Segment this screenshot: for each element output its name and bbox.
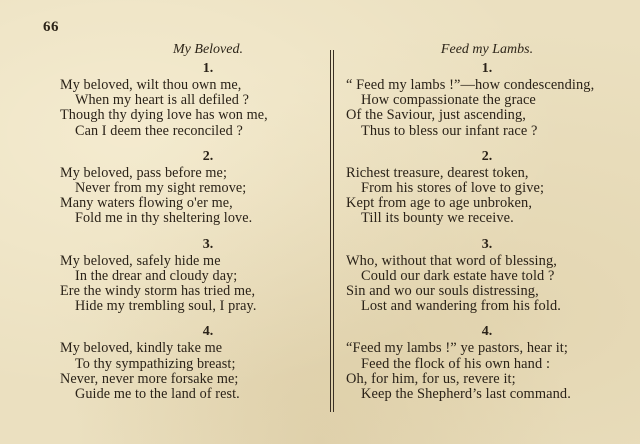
verse-line: Lost and wandering from his fold.	[361, 298, 561, 315]
verse-line: “ Feed my lambs !”—how condescending,	[346, 77, 595, 93]
verse-line: In the drear and cloudy day;	[75, 267, 238, 284]
verse-line: Who, without that word of blessing,	[346, 252, 557, 269]
verse-line: Ere the windy storm has tried me,	[60, 283, 256, 300]
verse-line: Oh, for him, for us, revere it;	[346, 370, 516, 387]
stanza-number: 4.	[481, 324, 493, 340]
verse-line: Thus to bless our infant race ?	[361, 122, 538, 139]
stanza	[346, 323, 636, 402]
right-hymn	[346, 40, 636, 411]
stanza	[346, 148, 636, 227]
hymn-title: My Beloved.	[173, 42, 243, 57]
verse-line: Of the Saviour, just ascending,	[346, 107, 526, 124]
stanza-number: 1.	[481, 61, 493, 76]
stanza-number: 2.	[481, 148, 493, 164]
stanza	[60, 236, 322, 315]
verse-line: “Feed my lambs !” ye pastors, hear it;	[346, 340, 568, 357]
stanza-number: 3.	[202, 236, 214, 252]
stanza-number: 1.	[202, 61, 214, 76]
verse-line: From his stores of love to give;	[361, 180, 545, 197]
verse-line: My beloved, wilt thou own me,	[60, 77, 242, 93]
verse-line: Can I deem thee reconciled ?	[75, 122, 243, 139]
stanza	[60, 323, 322, 402]
verse-line: Though thy dying love has won me,	[60, 107, 268, 124]
stanza-number: 3.	[481, 236, 493, 252]
hymn-title: Feed my Lambs.	[440, 42, 534, 57]
verse-line: Many waters flowing o'er me,	[60, 195, 233, 212]
verse-line: Fold me in thy sheltering love.	[75, 210, 253, 227]
left-hymn	[60, 40, 322, 411]
verse-line: Richest treasure, dearest token,	[346, 164, 529, 181]
verse-line: Kept from age to age unbroken,	[346, 195, 533, 212]
stanza-number: 4.	[202, 324, 214, 340]
verse-line: My beloved, safely hide me	[60, 252, 221, 269]
verse-line: My beloved, pass before me;	[60, 164, 227, 181]
verse-line: Sin and wo our souls distressing,	[346, 283, 539, 300]
stanza	[60, 148, 322, 227]
verse-line: My beloved, kindly take me	[60, 340, 223, 357]
verse-line: Hide my trembling soul, I pray.	[75, 298, 257, 315]
verse-line: Guide me to the land of rest.	[75, 386, 240, 403]
verse-line: Feed the flock of his own hand :	[361, 355, 551, 372]
verse-line: When my heart is all defiled ?	[75, 92, 249, 109]
verse-line: Could our dark estate have told ?	[361, 267, 555, 284]
verse-line: Keep the Shepherd’s last command.	[361, 386, 571, 403]
page-number: 66	[43, 19, 59, 35]
stanza	[60, 60, 322, 139]
stanza-number: 2.	[202, 148, 214, 164]
verse-line: Never from my sight remove;	[75, 180, 247, 197]
column-divider	[330, 50, 334, 412]
verse-line: To thy sympathizing breast;	[75, 355, 236, 372]
verse-line: How compassionate the grace	[361, 92, 536, 109]
stanza	[346, 60, 636, 139]
stanza	[346, 236, 636, 315]
verse-line: Never, never more forsake me;	[60, 370, 239, 387]
verse-line: Till its bounty we receive.	[361, 210, 514, 227]
